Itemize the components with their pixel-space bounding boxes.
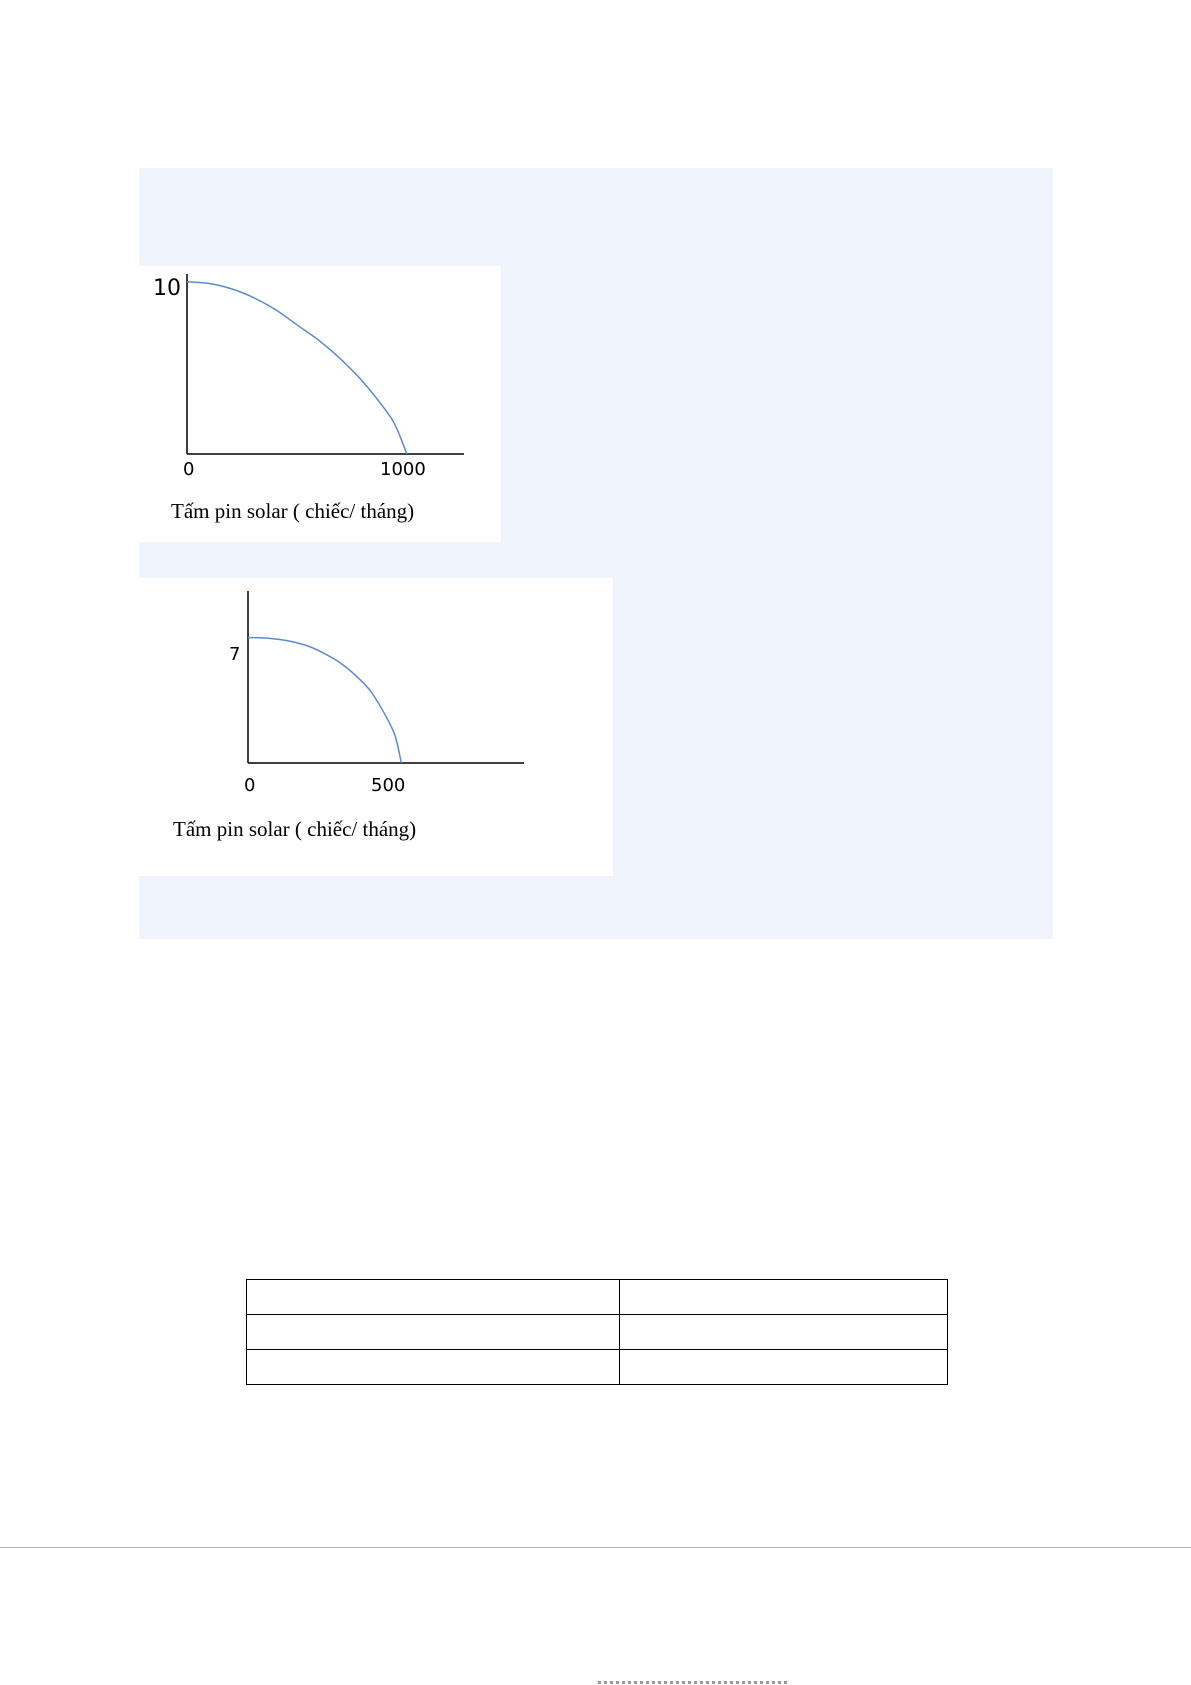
y-tick-label: 10 [153,276,181,301]
x-tick-label: 1000 [380,459,426,480]
footer-divider [0,1547,1191,1548]
x-tick-label: 0 [244,775,256,796]
table-row [247,1280,948,1315]
x-tick-label: 0 [183,459,195,480]
chart-1-svg [139,266,501,542]
series-line [248,638,401,763]
footer-dotted-rule [598,1681,790,1684]
table-row [247,1350,948,1385]
chart-2-svg [139,578,613,876]
x-tick-label: 500 [371,775,406,796]
table-cell[interactable] [620,1280,948,1315]
x-axis-label: Tấm pin solar ( chiếc/ tháng) [171,499,415,523]
table-cell[interactable] [247,1315,620,1350]
table-row [247,1315,948,1350]
table-cell[interactable] [620,1350,948,1385]
series-line [187,282,407,454]
data-table [246,1279,948,1385]
production-possibility-chart-1 [139,266,501,542]
y-tick-label: 7 [229,644,241,665]
x-axis-label: Tấm pin solar ( chiếc/ tháng) [173,817,417,841]
table-cell[interactable] [247,1350,620,1385]
table-cell[interactable] [620,1315,948,1350]
production-possibility-chart-2 [139,578,613,876]
table-cell[interactable] [247,1280,620,1315]
